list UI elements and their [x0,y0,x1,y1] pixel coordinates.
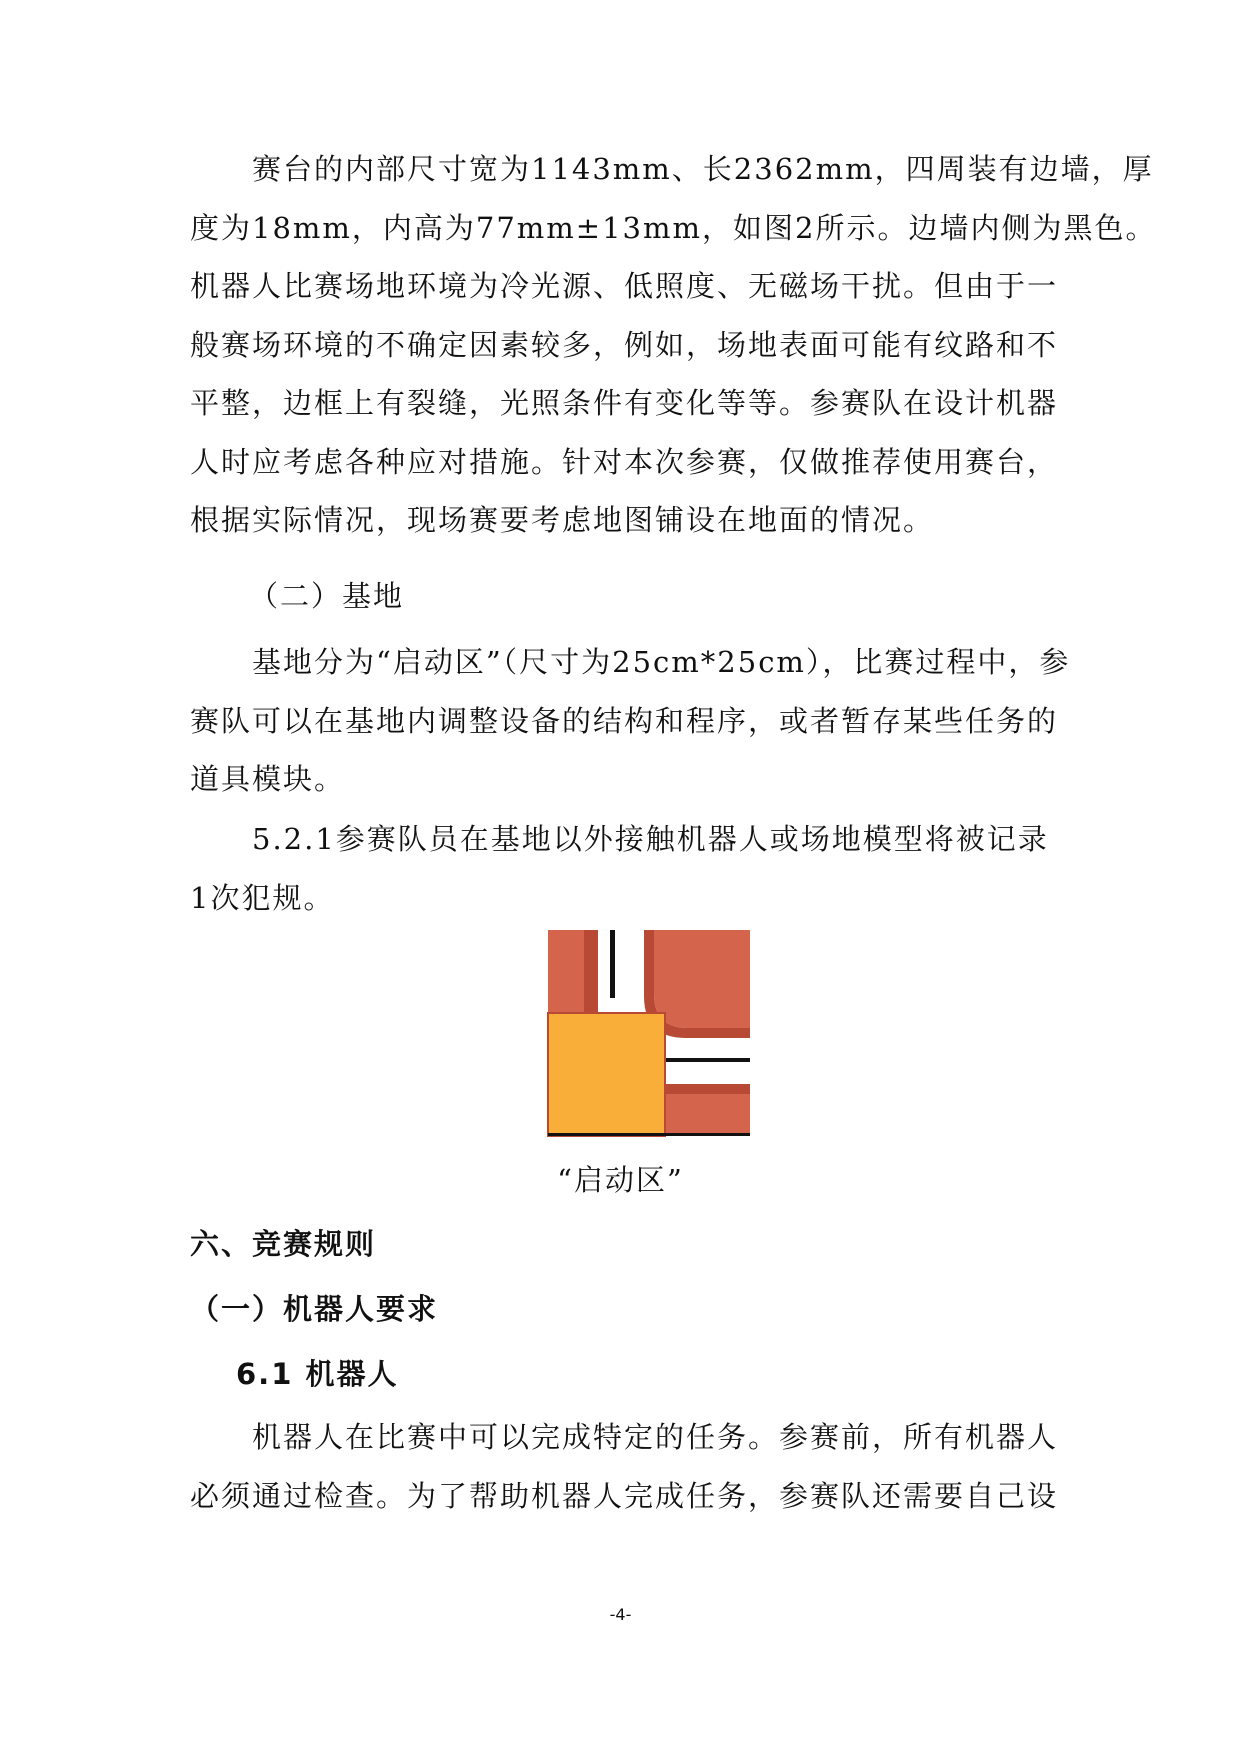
heading-competition-rules: 六、竞赛规则 [190,1227,377,1261]
text-line: 赛台的内部尺寸宽为1143mm、长2362mm，四周装有边墙，厚 [252,152,1154,186]
paragraph-robot-tasks [190,1408,1059,1525]
text-line: 机器人在比赛中可以完成特定的任务。参赛前，所有机器人 [252,1420,1059,1454]
text-line: 基地分为“启动区”（尺寸为25cm*25cm），比赛过程中，参 [252,645,1071,679]
text-line: 人时应考虑各种应对措施。针对本次参赛，仅做推荐使用赛台， [190,444,1059,479]
paragraph-rule-5-2-1 [190,810,1055,927]
paragraph-base-description [190,633,1071,809]
text-line: 度为18mm，内高为77mm±13mm，如图2所示。边墙内侧为黑色。 [190,210,1157,245]
text-line: 平整，边框上有裂缝，光照条件有变化等等。参赛队在设计机器 [190,386,1059,420]
guide-line-vertical [610,930,615,998]
figure-base-line [548,1133,750,1136]
text-line: 机器人比赛场地环境为冷光源、低照度、无磁场干扰。但由于一 [190,269,1059,303]
text-line: 根据实际情况，现场赛要考虑地图铺设在地面的情况。 [190,503,935,537]
start-zone-square [548,1013,665,1136]
text-line: 般赛场环境的不确定因素较多，例如，场地表面可能有纹路和不 [190,327,1059,362]
paragraph-arena-dimensions [190,140,1157,550]
page-number: -4- [609,1605,632,1624]
guide-line-horizontal [656,1058,750,1062]
text-line: 必须通过检查。为了帮助机器人完成任务，参赛队还需要自己设 [190,1478,1059,1513]
heading-robot-requirements: （一）机器人要求 [190,1292,439,1326]
track-corner [654,930,750,1028]
text-line: 1次犯规。 [190,880,335,915]
figure-caption: “启动区” [557,1163,684,1197]
heading-6-1-robot: 6.1 机器人 [236,1357,399,1391]
text-line: 赛队可以在基地内调整设备的结构和程序，或者暂存某些任务的 [190,703,1059,738]
start-zone-figure [548,930,750,1136]
heading-base: （二）基地 [249,579,405,613]
text-line: 5.2.1参赛队员在基地以外接触机器人或场地模型将被记录 [252,822,1049,856]
text-line: 道具模块。 [190,762,346,796]
